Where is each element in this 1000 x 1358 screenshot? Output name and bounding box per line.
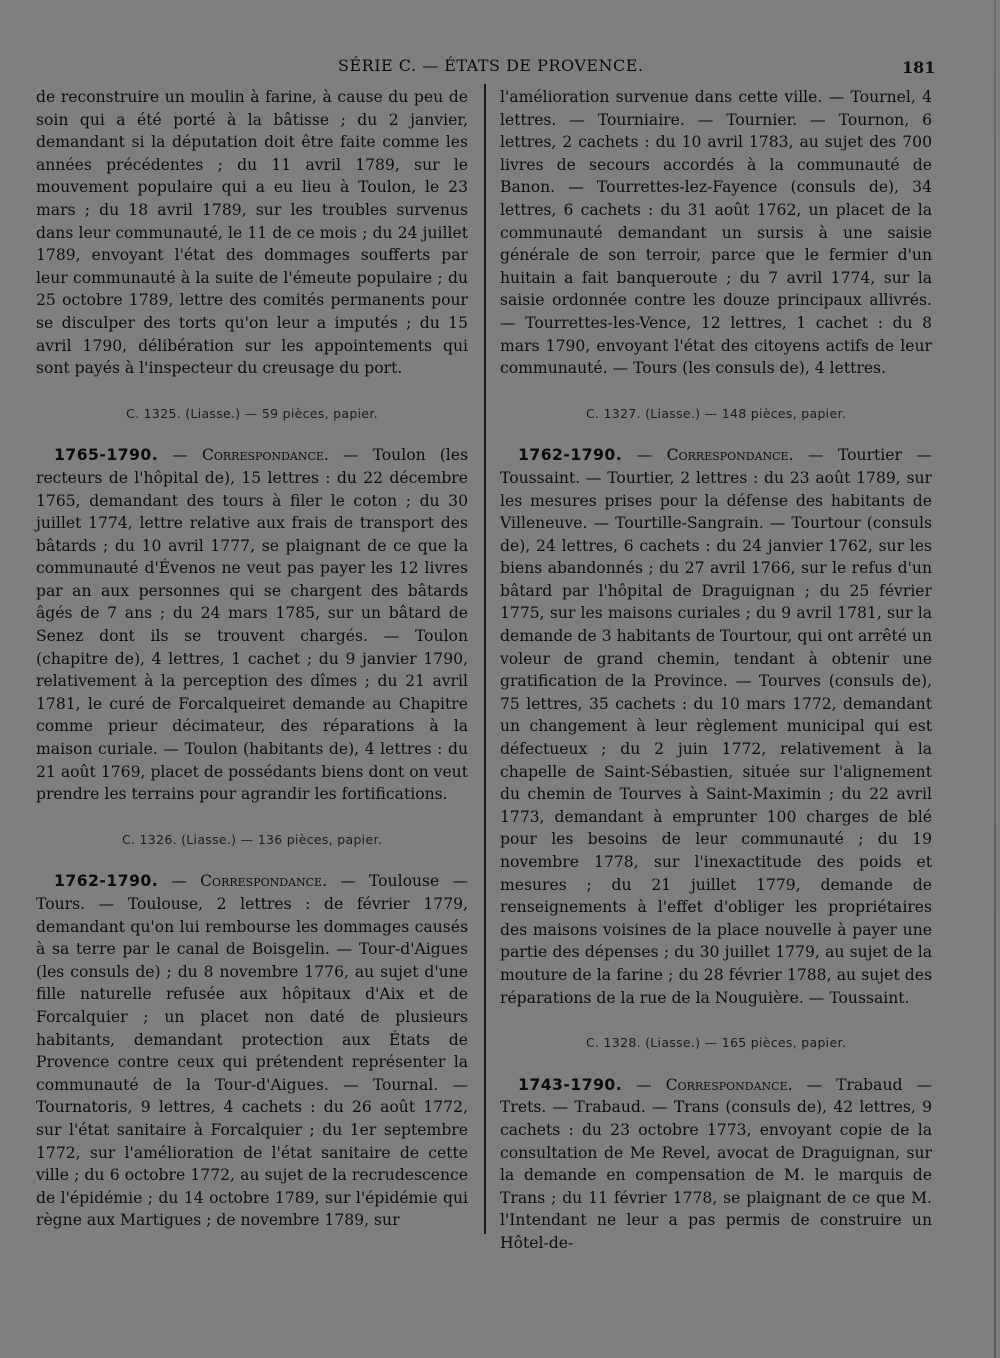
left-caption-c1325: C. 1325. (Liasse.) — 59 pièces, papier. [126, 405, 378, 421]
entry-label: — Correspondance. [171, 872, 328, 891]
entry-label: — Correspondance. [172, 446, 329, 465]
entry-dates: 1743-1790. [518, 1075, 623, 1094]
left-entry-1765-1790 [36, 444, 468, 806]
right-entry-1743-1790 [500, 1074, 932, 1255]
entry-text: — Trabaud — Trets. — Trabaud. — Trans (consuls de), 42 lettres, 9 cachets : du 23 octobre 1773, envoyant copie de la consultation de Me Revel, avocat de Draguignan, sur la demande en compensation de M. le marquis de Trans ; du 11 février 1778, se plaignant de ce que M. l'Intendant ne leur a pas permis de construire un Hôtel-de- [500, 1075, 932, 1252]
right-entry-1762-1790 [500, 444, 932, 1009]
left-entry-1762-1790 [36, 870, 468, 1232]
entry-dates: 1762-1790. [518, 446, 623, 465]
page-edge-shadow [994, 0, 996, 1358]
left-caption-c1326: C. 1326. (Liasse.) — 136 pièces, papier. [121, 831, 383, 847]
right-caption-c1327: C. 1327. (Liasse.) — 148 pièces, papier. [585, 405, 847, 421]
entry-text: — Toulouse — Tours. — Toulouse, 2 lettres : de février 1779, demandant qu'on lui rembourse les dommages causés à sa terre par le canal de Boisgelin. — Tour-d'Aigues (les consuls de) ; du 8 novembre 1776, au sujet d'une fille naturelle refusée aux hôpitaux d'Aix et de Forcalquier ; un placet non daté de plusieurs habitants, demandant protection aux États de Provence contre ceux qui prétendent représenter la communauté de la Tour-d'Aigues. — Tournal. — Tournatoris, 9 lettres, 4 cachets : du 26 août 1772, sur l'état sanitaire à Forcalquier ; du 1er septembre 1772, sur l'amélioration de l'état sanitaire de cette ville ; du 6 octobre 1772, au sujet de la recrudescence de l'épidémie ; du 14 octobre 1789, sur l'épidémie qui règne aux Martigues ; de novembre 1789, sur [36, 872, 468, 1230]
page-header [0, 56, 1000, 80]
entry-label: — Correspondance. [636, 1075, 793, 1094]
page-number: 181 [902, 58, 936, 77]
entry-dates: 1765-1790. [54, 446, 159, 465]
running-title: SÉRIE C. — ÉTATS DE PROVENCE. [338, 56, 644, 75]
right-paragraph-continuation: l'amélioration survenue dans cette ville. — Tournel, 4 lettres. — Tourniaire. — Tournier. — Tournon, 6 lettres, 2 cachets : du 10 avril 1783, au sujet des 700 livres de secours accordés à la communauté de Banon. — Tourrettes-lez-Fayence (consuls de), 34 lettres, 6 cachets : du 31 août 1762, un placet de la communauté demandant un sursis à une saisie générale de son terroir, parce que le fermier d'un huitain a fait banqueroute ; du 7 avril 1774, sur la saisie ordonnée contre les douze principaux allivrés. — Tourrettes-les-Vence, 12 lettres, 1 cachet : du 8 mars 1790, envoyant l'état des citoyens actifs de leur communauté. — Tours (les consuls de), 4 lettres. [500, 88, 932, 378]
right-caption-c1328: C. 1328. (Liasse.) — 165 pièces, papier. [585, 1035, 847, 1051]
column-divider [484, 84, 486, 1234]
entry-text: — Tourtier — Toussaint. — Tourtier, 2 lettres : du 23 août 1789, sur les mesures prises pour la défense des habitants de Villeneuve. — Tourtille-Sangrain. — Tourtour (consuls de), 24 lettres, 6 cachets : du 24 janvier 1762, sur les biens abandonnés ; du 27 avril 1766, sur le refus d'un bâtard par l'hôpital de Draguignan ; du 25 février 1775, sur les maisons curiales ; du 9 avril 1781, sur la demande de 3 habitants de Tourtour, qui ont arrêté un voleur de grand chemin, tendant à obtenir une gratification de la Province. — Tourves (consuls de), 75 lettres, 35 cachets : du 10 mars 1772, demandant un changement à leur règlement municipal qui est défectueux ; du 2 juin 1772, relativement à la chapelle de Saint-Sébastien, située sur l'alignement du chemin de Tourves à Saint-Maximin ; du 22 avril 1773, demandant à emprunter 100 charges de blé pour les besoins de leur communauté ; du 19 novembre 1778, sur l'inexactitude des poids et mesures ; du 21 juillet 1779, demande de renseignements à l'effet d'obliger les propriétaires des maisons voisines de la place nouvelle à payer une partie des dépenses ; du 30 juillet 1779, au sujet de la mouture de la farine ; du 28 février 1788, au sujet des réparations de la rue de la Nouguière. — Toussaint. [500, 446, 932, 1007]
entry-label: — Correspondance. [636, 446, 794, 465]
left-column [36, 86, 468, 1232]
entry-dates: 1762-1790. [54, 872, 159, 891]
right-column [500, 86, 932, 1255]
left-paragraph-continuation: de reconstruire un moulin à farine, à cause du peu de soin qui a été porté à la bâtisse ; du 2 janvier, demandant si la députation doit être faite comme les années précédentes ; du 11 avril 1789, sur le mouvement populaire qui a eu lieu à Toulon, le 23 mars ; du 18 avril 1789, sur les troubles survenus dans leur communauté, le 11 de ce mois ; du 24 juillet 1789, envoyant l'état des dommages soufferts par leur communauté à la suite de l'émeute populaire ; du 25 octobre 1789, lettre des comités permanents pour se disculper des torts qu'on leur a imputés ; du 15 avril 1790, délibération sur les appointements qui sont payés à l'inspecteur du creusage du port. [36, 88, 468, 378]
entry-text: — Toulon (les recteurs de l'hôpital de), 15 lettres : du 22 décembre 1765, demandant des tours à filer le coton ; du 30 juillet 1774, lettre relative aux frais de transport des bâtards ; du 10 avril 1777, se plaignant de ce que la communauté d'Évenos ne veut pas payer les 12 livres par an aux personnes qui se chargent des bâtards âgés de 7 ans ; du 24 mars 1785, sur un bâtard de Senez dont ils se trouvent chargés. — Toulon (chapitre de), 4 lettres, 1 cachet ; du 9 janvier 1790, relativement à la perception des dîmes ; du 21 avril 1781, le curé de Forcalqueiret demande au Chapitre comme prieur décimateur, des réparations à la maison curiale. — Toulon (habitants de), 4 lettres : du 21 août 1769, placet de possédants biens dont on veut prendre les terrains pour agrandir les fortifications. [36, 446, 468, 804]
